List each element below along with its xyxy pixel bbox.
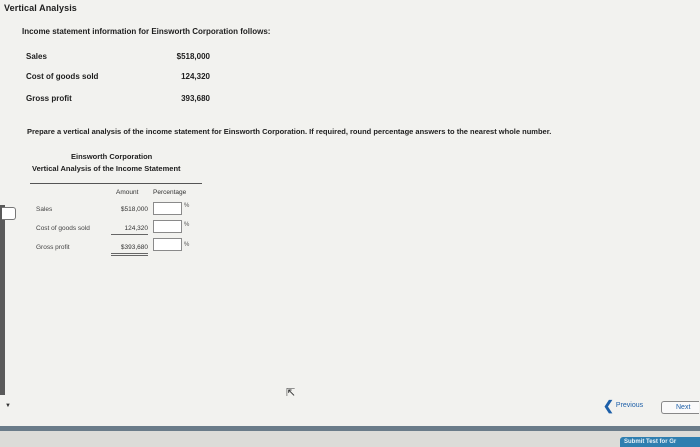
- statement-header-rule: [30, 183, 202, 184]
- left-scrollbar[interactable]: [0, 205, 5, 395]
- submit-test-button-label: Submit Test for Gr: [624, 439, 677, 445]
- previous-button[interactable]: [603, 399, 643, 412]
- cogs-percent-sign: %: [184, 222, 190, 228]
- gross-profit-double-underline-1: [111, 253, 148, 254]
- statement-sales-amount: $518,000: [120, 206, 148, 213]
- intro-sales-value: $518,000: [176, 52, 210, 61]
- intro-gross-profit-value: 393,680: [181, 94, 210, 103]
- intro-cogs-value: 124,320: [181, 72, 210, 81]
- column-header-amount: Amount: [116, 189, 139, 196]
- mouse-cursor-icon: ⇱: [286, 387, 296, 399]
- sales-percent-sign: %: [184, 203, 190, 209]
- chevron-left-icon: ❮: [603, 398, 614, 413]
- statement-cogs-label: Cost of goods sold: [36, 225, 90, 232]
- intro-text: Income statement information for Einsworth Corporation follows:: [22, 27, 271, 36]
- sales-percentage-input[interactable]: [153, 202, 182, 215]
- column-header-percentage: Percentage: [153, 189, 187, 196]
- scroll-down-arrow-icon[interactable]: ▼: [5, 403, 11, 409]
- statement-cogs-amount: 124,320: [124, 225, 148, 232]
- statement-gross-profit-amount: $393,680: [120, 244, 148, 251]
- gross-profit-percent-sign: %: [184, 242, 190, 248]
- footer-strip: [0, 431, 700, 447]
- instructions-text: Prepare a vertical analysis of the income statement for Einsworth Corporation. If required, round percentage answers to the nearest whole number.: [27, 127, 552, 136]
- gross-profit-double-underline-2: [111, 255, 148, 256]
- submit-test-button[interactable]: [620, 437, 700, 447]
- statement-sales-label: Sales: [36, 206, 53, 213]
- cogs-percentage-input[interactable]: [153, 220, 182, 233]
- page-title: Vertical Analysis: [4, 3, 77, 13]
- statement-gross-profit-label: Gross profit: [36, 244, 70, 251]
- intro-gross-profit-label: Gross profit: [26, 94, 72, 103]
- statement-title: Vertical Analysis of the Income Statement: [32, 164, 181, 173]
- cogs-underline: [111, 234, 148, 235]
- next-button-label: Next: [676, 404, 691, 411]
- previous-button-label: Previous: [615, 402, 644, 409]
- next-button[interactable]: [661, 401, 699, 414]
- side-panel-tab[interactable]: [2, 207, 16, 220]
- statement-company-name: Einsworth Corporation: [71, 152, 153, 161]
- intro-sales-label: Sales: [26, 52, 47, 61]
- gross-profit-percentage-input[interactable]: [153, 238, 182, 251]
- intro-cogs-label: Cost of goods sold: [26, 72, 99, 81]
